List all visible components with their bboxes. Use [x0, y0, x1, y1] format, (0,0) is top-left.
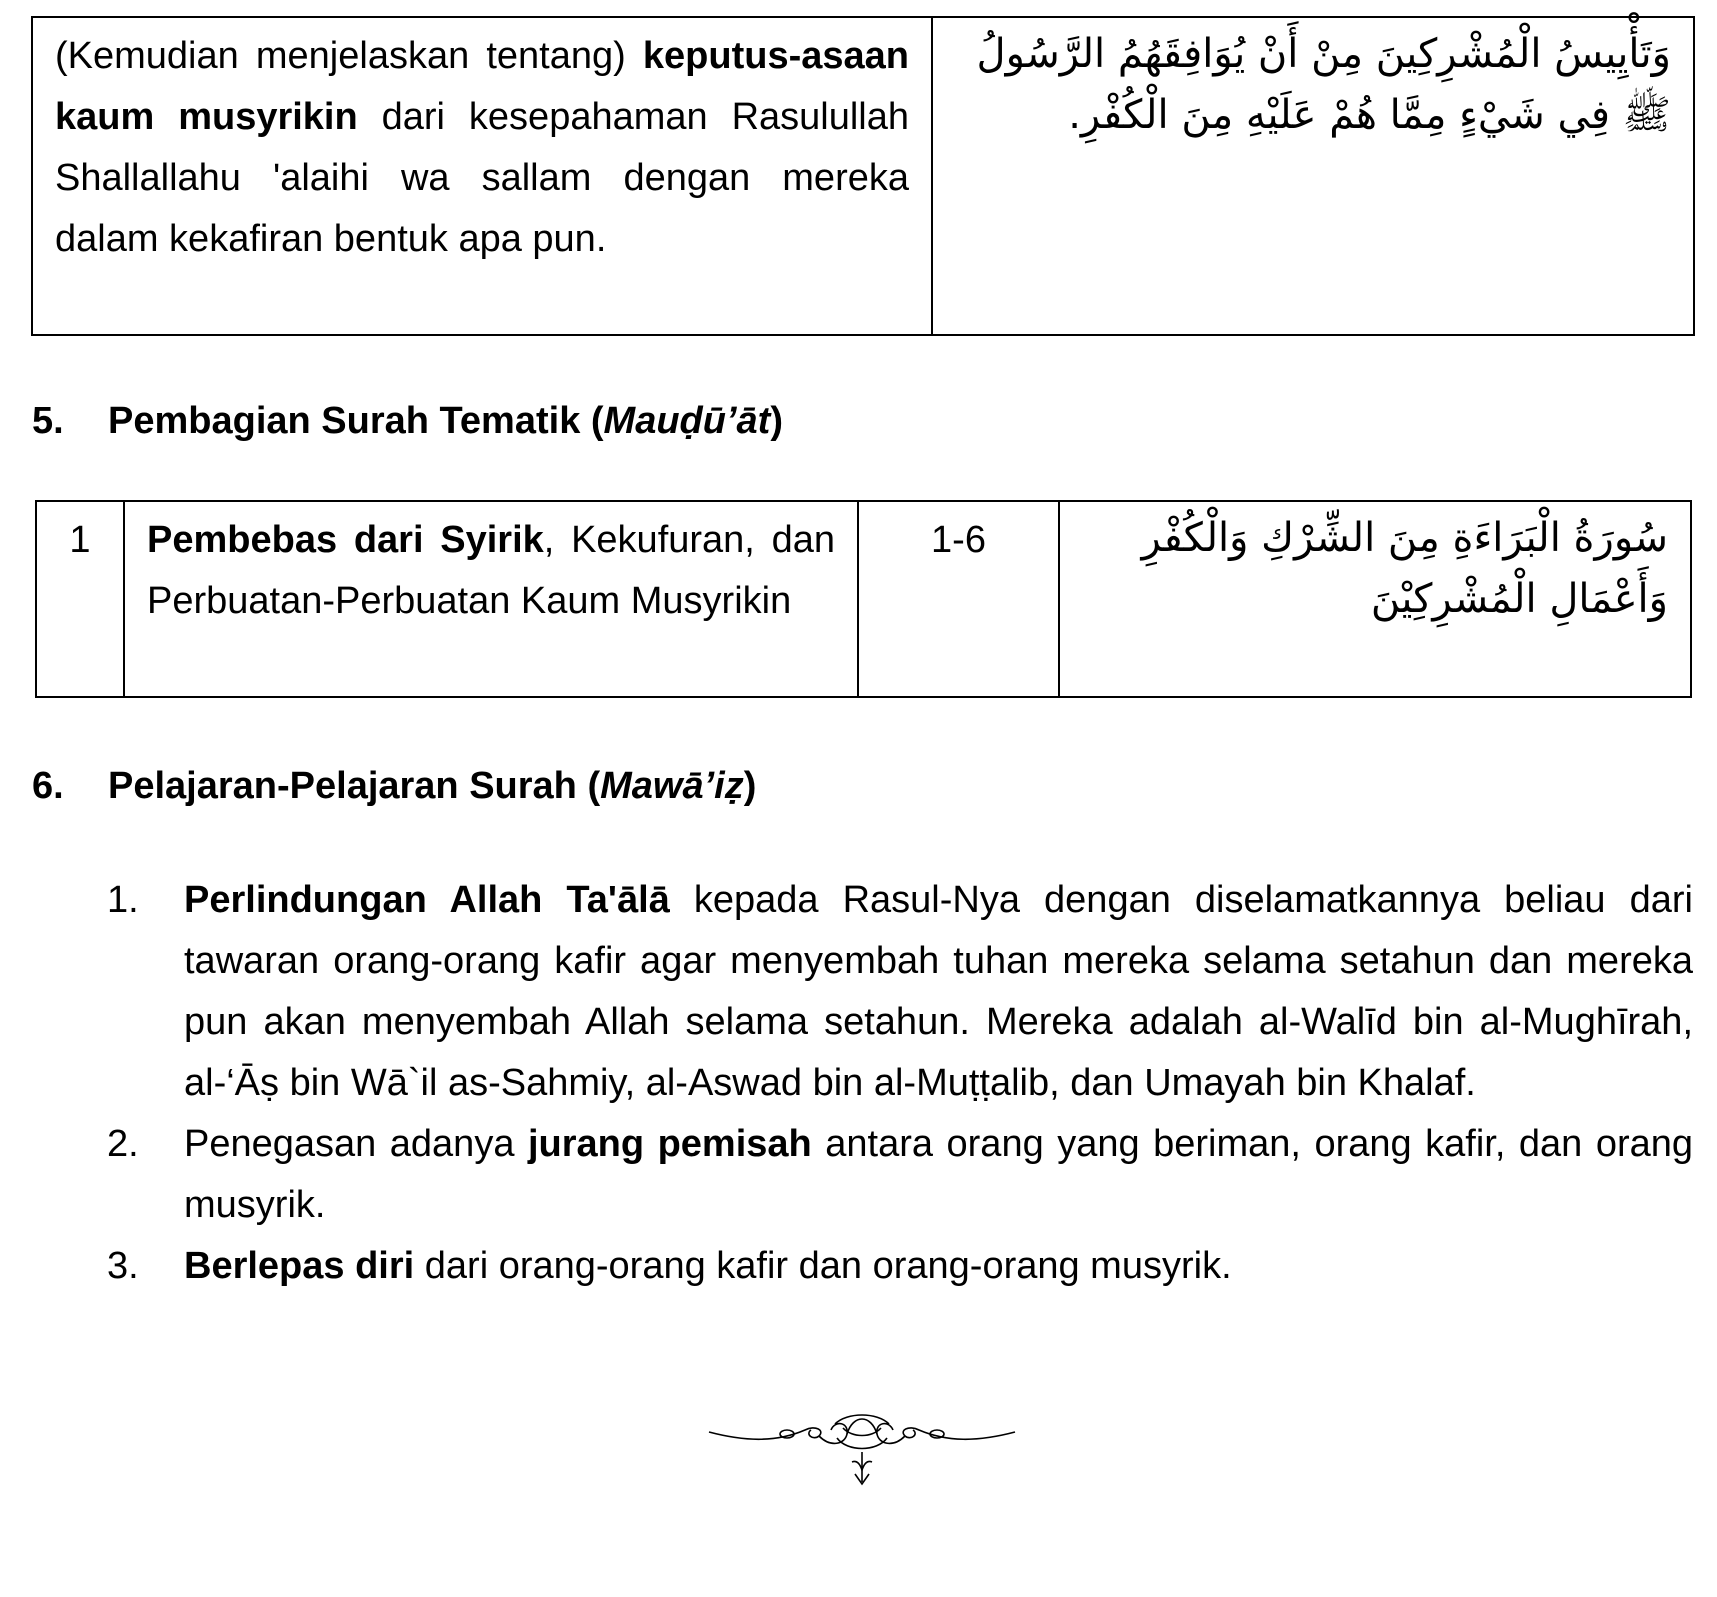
- row-number-cell: 1: [36, 501, 124, 697]
- theme-text: , Kekufuran, dan Perbuatan-Perbuatan Kaum Musyrikin: [147, 519, 835, 622]
- table-row: [32, 17, 1694, 335]
- section-number: 5.: [32, 400, 64, 442]
- arabic-text: سُورَةُ الْبَرَاءَةِ مِنَ الشِّرْكِ وَالْكُفْرِ وَأَعْمَالِ الْمُشْرِكِيْنَ: [1141, 515, 1668, 622]
- lesson-bold-text: Perlindungan Allah Ta'ālā: [184, 879, 670, 921]
- explanation-bold-text: keputus-asaan kaum musyrikin: [55, 35, 909, 138]
- lesson-text: kepada Rasul-Nya dengan diselamatkannya beliau dari tawaran orang-orang kafir agar menyembah tuhan mereka selama setahun dan mereka pun akan menyembah Allah selama setahun. Mereka adalah al-Walīd bin al-Mughīrah, al-‘Āṣ bin Wā`il as-Sahmiy, al-Aswad bin al-Muṭṭalib, dan Umayah bin Khalaf.: [184, 879, 1693, 1104]
- theme-bold-text: Pembebas dari Syirik: [147, 519, 544, 561]
- arabic-cell: [932, 17, 1694, 335]
- list-marker: 3.: [107, 1245, 139, 1287]
- section-title-close: ): [770, 400, 783, 442]
- decorative-divider-icon: [707, 1408, 1017, 1486]
- section-number: 6.: [32, 765, 64, 807]
- list-item: [0, 1114, 1693, 1236]
- list-marker: 2.: [107, 1123, 139, 1165]
- list-item: [0, 1236, 1693, 1297]
- thematic-division-table: [35, 500, 1692, 698]
- explanation-text: (Kemudian menjelaskan tentang): [55, 35, 643, 77]
- lesson-bold-text: Berlepas diri: [184, 1245, 415, 1287]
- arabic-text: وَتَأْيِيسُ الْمُشْرِكِينَ مِنْ أَنْ يُوَافِقَهُمُ الرَّسُولُ ﷺ فِي شَيْءٍ مِمَّا هُمْ عَلَيْهِ مِنَ الْكُفْرِ.: [976, 31, 1671, 138]
- lesson-text: dari orang-orang kafir dan orang-orang musyrik.: [414, 1245, 1232, 1287]
- lesson-text: antara orang yang beriman, orang kafir, dan orang musyrik.: [184, 1123, 1694, 1226]
- table-row: [36, 501, 1691, 697]
- section-title: Pembagian Surah Tematik (: [108, 400, 604, 442]
- explanation-text: dari kesepahaman Rasulullah Shallallahu 'alaihi wa sallam dengan mereka dalam kekafiran bentuk apa pun.: [55, 96, 910, 260]
- list-marker: 1.: [107, 879, 139, 921]
- section-heading-6: [32, 763, 756, 809]
- section-title-close: ): [743, 765, 757, 807]
- lesson-text: Penegasan adanya: [184, 1123, 528, 1165]
- section-title: Pelajaran-Pelajaran Surah (: [108, 765, 601, 807]
- arabic-theme-cell: [1059, 501, 1691, 697]
- explanation-table: [31, 16, 1695, 336]
- section-title-italic: Mauḍū’āt: [603, 400, 771, 442]
- list-item: [0, 870, 1693, 1114]
- section-heading-5: [32, 398, 783, 444]
- verse-range-cell: 1-6: [858, 501, 1059, 697]
- theme-cell: [124, 501, 858, 697]
- indonesian-cell: [32, 17, 932, 335]
- lesson-bold-text: jurang pemisah: [527, 1123, 812, 1165]
- lessons-list: [0, 870, 1693, 1297]
- section-title-italic: Mawā’iẓ: [600, 765, 744, 807]
